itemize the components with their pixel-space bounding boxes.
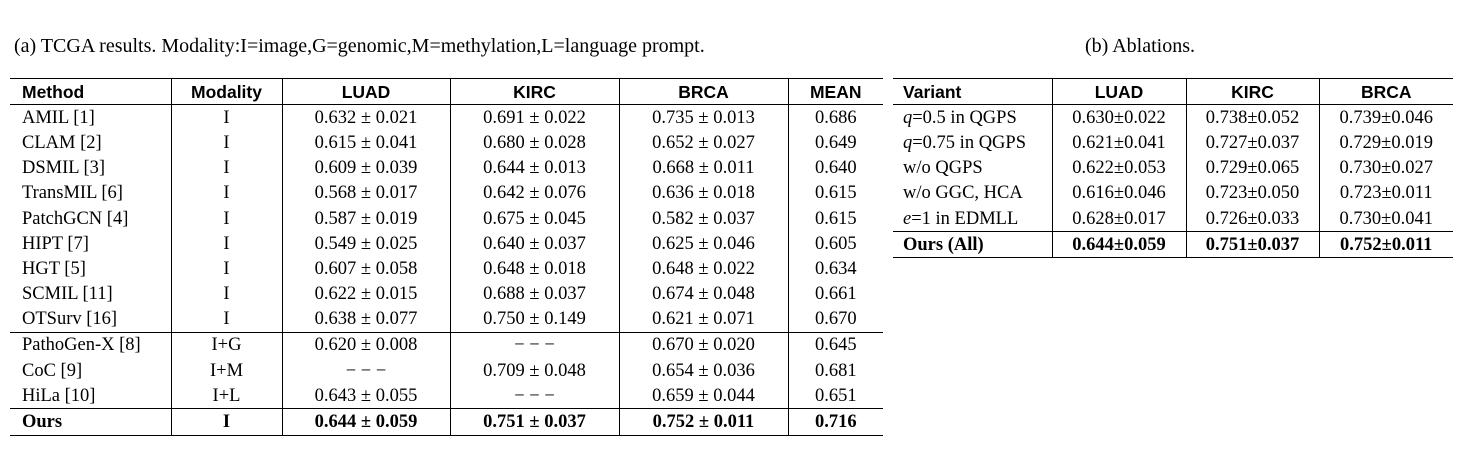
cell-mean: 0.605 bbox=[788, 231, 883, 256]
cell-kirc: 0.726±0.033 bbox=[1186, 206, 1319, 232]
cell-brca: 0.752 ± 0.011 bbox=[619, 409, 788, 435]
table-row bbox=[10, 383, 883, 409]
cell-luad: − − − bbox=[282, 358, 450, 383]
cell-brca: 0.723±0.011 bbox=[1319, 181, 1453, 206]
cell-mean: 0.670 bbox=[788, 307, 883, 333]
cell-mean: 0.645 bbox=[788, 332, 883, 358]
cell-modality: I bbox=[171, 130, 282, 155]
cell-luad: 0.638 ± 0.077 bbox=[282, 307, 450, 333]
cell-luad: 0.644 ± 0.059 bbox=[282, 409, 450, 435]
table-row bbox=[893, 206, 1453, 232]
cell-method: SCMIL [11] bbox=[22, 284, 113, 305]
table-row bbox=[10, 282, 883, 307]
cell-luad: 0.632 ± 0.021 bbox=[282, 105, 450, 131]
cell-mean: 0.640 bbox=[788, 156, 883, 181]
cell-method: AMIL [1] bbox=[10, 105, 171, 131]
cell-kirc: 0.642 ± 0.076 bbox=[450, 181, 619, 206]
table-row bbox=[10, 358, 883, 383]
cell-kirc: − − − bbox=[450, 332, 619, 358]
cell-modality: I bbox=[171, 231, 282, 256]
cell-kirc: 0.723±0.050 bbox=[1186, 181, 1319, 206]
cell-modality: I bbox=[171, 256, 282, 281]
cell-brca: 0.625 ± 0.046 bbox=[619, 231, 788, 256]
cell-luad: 0.620 ± 0.008 bbox=[282, 332, 450, 358]
header-luad: LUAD bbox=[1052, 79, 1186, 105]
cell-kirc: 0.750 ± 0.149 bbox=[450, 307, 619, 333]
header-mean: MEAN bbox=[788, 79, 883, 105]
cell-mean: 0.716 bbox=[788, 409, 883, 435]
cell-method: PathoGen-X [8] bbox=[10, 332, 171, 358]
cell-method: Ours bbox=[10, 409, 171, 435]
header-luad: LUAD bbox=[282, 79, 450, 105]
cell-luad: 0.643 ± 0.055 bbox=[282, 383, 450, 409]
table-row bbox=[10, 409, 883, 435]
cell-method: DSMIL [3] bbox=[22, 158, 106, 179]
cell-method: CoC [9] bbox=[22, 360, 83, 381]
cell-brca: 0.659 ± 0.044 bbox=[619, 383, 788, 409]
cell-modality: I bbox=[171, 156, 282, 181]
cell-variant bbox=[893, 156, 1052, 181]
cell-kirc: 0.680 ± 0.028 bbox=[450, 130, 619, 155]
cell-luad: 0.615 ± 0.041 bbox=[282, 130, 450, 155]
cell-method: HIPT [7] bbox=[22, 233, 89, 254]
cell-luad: 0.549 ± 0.025 bbox=[282, 231, 450, 256]
cell-kirc: − − − bbox=[450, 383, 619, 409]
cell-brca: 0.739±0.046 bbox=[1319, 105, 1453, 131]
variant-label: =0.5 in QGPS bbox=[912, 107, 1017, 128]
cell-kirc: 0.727±0.037 bbox=[1186, 130, 1319, 155]
cell-kirc: 0.738±0.052 bbox=[1186, 105, 1319, 131]
caption-table-a: (a) TCGA results. Modality:I=image,G=genomic,M=methylation,L=language prompt. bbox=[14, 35, 705, 57]
header-modality: Modality bbox=[171, 79, 282, 105]
header-row bbox=[893, 79, 1453, 105]
header-kirc: KIRC bbox=[1186, 79, 1319, 105]
cell-luad: 0.628±0.017 bbox=[1052, 206, 1186, 232]
cell-kirc: 0.675 ± 0.045 bbox=[450, 206, 619, 231]
cell-variant bbox=[893, 130, 1052, 155]
cell-brca: 0.621 ± 0.071 bbox=[619, 307, 788, 333]
cell-brca: 0.654 ± 0.036 bbox=[619, 358, 788, 383]
cell-variant bbox=[893, 105, 1052, 131]
cell-mean: 0.686 bbox=[788, 105, 883, 131]
cell-mean: 0.651 bbox=[788, 383, 883, 409]
cell-kirc: 0.709 ± 0.048 bbox=[450, 358, 619, 383]
variable-symbol: q bbox=[903, 107, 913, 128]
header-row bbox=[10, 79, 883, 105]
cell-variant bbox=[893, 232, 1052, 258]
cell-method: OTSurv [16] bbox=[22, 309, 118, 330]
table-row bbox=[10, 130, 883, 155]
cell-mean: 0.634 bbox=[788, 256, 883, 281]
header-kirc: KIRC bbox=[450, 79, 619, 105]
header-brca: BRCA bbox=[1319, 79, 1453, 105]
table-row bbox=[10, 181, 883, 206]
cell-mean: 0.661 bbox=[788, 282, 883, 307]
cell-modality: I bbox=[171, 105, 282, 131]
cell-luad: 0.630±0.022 bbox=[1052, 105, 1186, 131]
tcga-results-table bbox=[10, 78, 883, 436]
cell-modality: I+M bbox=[171, 358, 282, 383]
cell-luad: 0.568 ± 0.017 bbox=[282, 181, 450, 206]
cell-brca: 0.730±0.027 bbox=[1319, 156, 1453, 181]
variant-label: =1 in EDMLL bbox=[911, 208, 1019, 229]
cell-brca: 0.636 ± 0.018 bbox=[619, 181, 788, 206]
cell-kirc: 0.640 ± 0.037 bbox=[450, 231, 619, 256]
cell-kirc: 0.751 ± 0.037 bbox=[450, 409, 619, 435]
cell-luad: 0.587 ± 0.019 bbox=[282, 206, 450, 231]
cell-kirc: 0.729±0.065 bbox=[1186, 156, 1319, 181]
ablations-table bbox=[893, 78, 1453, 258]
cell-luad: 0.609 ± 0.039 bbox=[282, 156, 450, 181]
cell-modality: I bbox=[171, 409, 282, 435]
cell-kirc: 0.644 ± 0.013 bbox=[450, 156, 619, 181]
cell-mean: 0.615 bbox=[788, 181, 883, 206]
table-row bbox=[10, 231, 883, 256]
variant-label: w/o GGC, HCA bbox=[903, 183, 1023, 204]
cell-brca: 0.652 ± 0.027 bbox=[619, 130, 788, 155]
header-variant: Variant bbox=[903, 81, 962, 102]
table-row bbox=[10, 105, 883, 131]
cell-kirc: 0.688 ± 0.037 bbox=[450, 282, 619, 307]
cell-method: CLAM [2] bbox=[22, 132, 102, 153]
cell-mean: 0.681 bbox=[788, 358, 883, 383]
cell-mean: 0.649 bbox=[788, 130, 883, 155]
table-row bbox=[893, 156, 1453, 181]
cell-modality: I bbox=[171, 206, 282, 231]
variable-symbol: e bbox=[903, 208, 912, 229]
cell-modality: I bbox=[171, 282, 282, 307]
table-row bbox=[893, 181, 1453, 206]
cell-mean: 0.615 bbox=[788, 206, 883, 231]
cell-variant bbox=[893, 206, 1052, 232]
caption-table-b: (b) Ablations. bbox=[1085, 35, 1195, 57]
cell-brca: 0.582 ± 0.037 bbox=[619, 206, 788, 231]
variable-symbol: q bbox=[903, 132, 913, 153]
variant-label: =0.75 in QGPS bbox=[912, 132, 1026, 153]
cell-method: PatchGCN [4] bbox=[22, 208, 129, 229]
cell-kirc: 0.691 ± 0.022 bbox=[450, 105, 619, 131]
cell-brca: 0.670 ± 0.020 bbox=[619, 332, 788, 358]
cell-brca: 0.674 ± 0.048 bbox=[619, 282, 788, 307]
cell-method: HiLa [10] bbox=[22, 385, 96, 406]
cell-brca: 0.648 ± 0.022 bbox=[619, 256, 788, 281]
cell-kirc: 0.751±0.037 bbox=[1186, 232, 1319, 258]
cell-luad: 0.607 ± 0.058 bbox=[282, 256, 450, 281]
variant-label: w/o QGPS bbox=[903, 158, 983, 179]
cell-modality: I bbox=[171, 307, 282, 333]
cell-kirc: 0.648 ± 0.018 bbox=[450, 256, 619, 281]
cell-brca: 0.735 ± 0.013 bbox=[619, 105, 788, 131]
header-method: Method bbox=[22, 81, 85, 102]
cell-method: HGT [5] bbox=[22, 258, 86, 279]
table-row bbox=[10, 307, 883, 333]
cell-method: TransMIL [6] bbox=[22, 183, 123, 204]
table-row bbox=[893, 232, 1453, 258]
cell-brca: 0.668 ± 0.011 bbox=[619, 156, 788, 181]
table-row bbox=[893, 130, 1453, 155]
table-row bbox=[893, 105, 1453, 131]
cell-brca: 0.729±0.019 bbox=[1319, 130, 1453, 155]
cell-luad: 0.622 ± 0.015 bbox=[282, 282, 450, 307]
cell-luad: 0.622±0.053 bbox=[1052, 156, 1186, 181]
cell-modality: I bbox=[171, 181, 282, 206]
cell-luad: 0.621±0.041 bbox=[1052, 130, 1186, 155]
table-row bbox=[10, 206, 883, 231]
cell-modality: I+G bbox=[171, 332, 282, 358]
cell-brca: 0.752±0.011 bbox=[1319, 232, 1453, 258]
cell-brca: 0.730±0.041 bbox=[1319, 206, 1453, 232]
table-row bbox=[10, 332, 883, 358]
header-brca: BRCA bbox=[619, 79, 788, 105]
cell-luad: 0.616±0.046 bbox=[1052, 181, 1186, 206]
cell-modality: I+L bbox=[171, 383, 282, 409]
table-row bbox=[10, 156, 883, 181]
cell-variant bbox=[893, 181, 1052, 206]
variant-label: Ours (All) bbox=[903, 234, 984, 255]
table-row bbox=[10, 256, 883, 281]
cell-luad: 0.644±0.059 bbox=[1052, 232, 1186, 258]
